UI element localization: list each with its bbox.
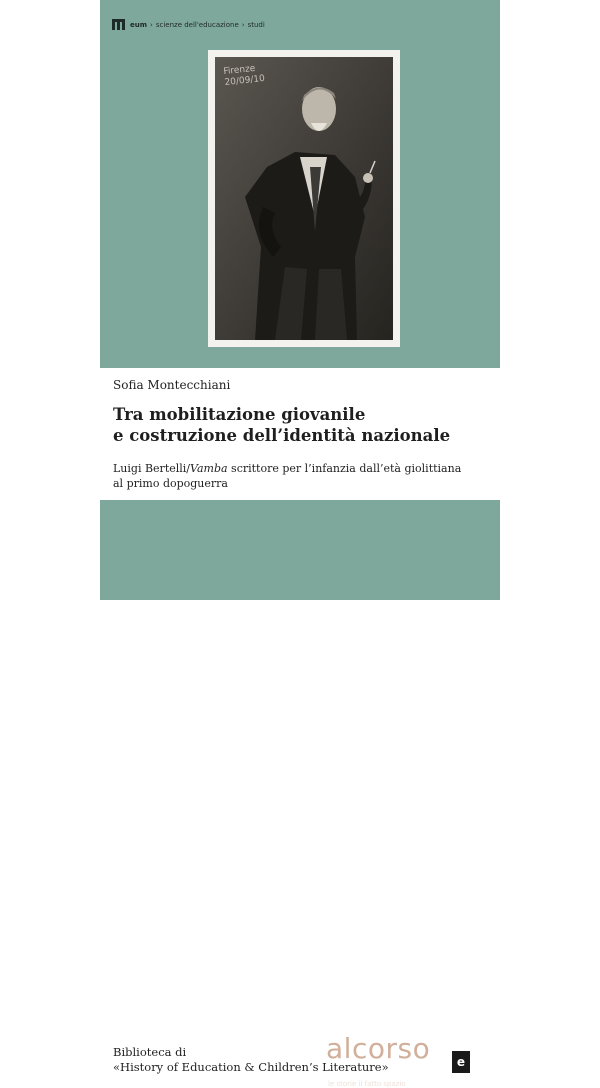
book-subtitle — [113, 461, 493, 491]
subtitle-text: Luigi Bertelli/ — [113, 462, 191, 475]
cover-bottom-band — [100, 500, 500, 1088]
watermark-logo: alcorso — [326, 1032, 431, 1065]
breadcrumb-item: studi — [247, 20, 265, 29]
subtitle-text: scrittore per l’infanzia dall’età giolittiana — [227, 462, 462, 475]
breadcrumb-item: scienze dell'educazione — [155, 20, 239, 29]
collection-line: Biblioteca di — [113, 1045, 187, 1059]
publisher-logo-icon — [112, 19, 125, 30]
cover-photo — [215, 57, 393, 340]
subtitle-italic: Vamba — [190, 462, 228, 475]
book-title — [113, 404, 493, 446]
breadcrumb-separator: › — [241, 20, 245, 29]
photo-inscription: Firenze 20/09/10 — [222, 63, 266, 89]
author-name: Sofia Montecchiani — [113, 378, 231, 392]
series-breadcrumb — [112, 19, 268, 30]
collection-line: «History of Education & Children’s Literature» — [113, 1060, 389, 1074]
publisher-name: eum — [130, 20, 148, 29]
cover-photo-frame — [208, 50, 400, 347]
watermark-subtitle: le storie il fatto spazio — [328, 1080, 406, 1088]
cover-top-band — [100, 0, 500, 368]
title-line: e costruzione dell’identità nazionale — [113, 426, 451, 445]
subtitle-line — [113, 461, 493, 476]
portrait-illustration — [215, 57, 393, 340]
book-cover — [100, 0, 500, 1088]
breadcrumb-separator: › — [150, 20, 153, 29]
title-line: Tra mobilitazione giovanile — [113, 405, 366, 424]
publisher-mark-icon: e — [452, 1051, 470, 1073]
subtitle-line: al primo dopoguerra — [113, 477, 228, 490]
